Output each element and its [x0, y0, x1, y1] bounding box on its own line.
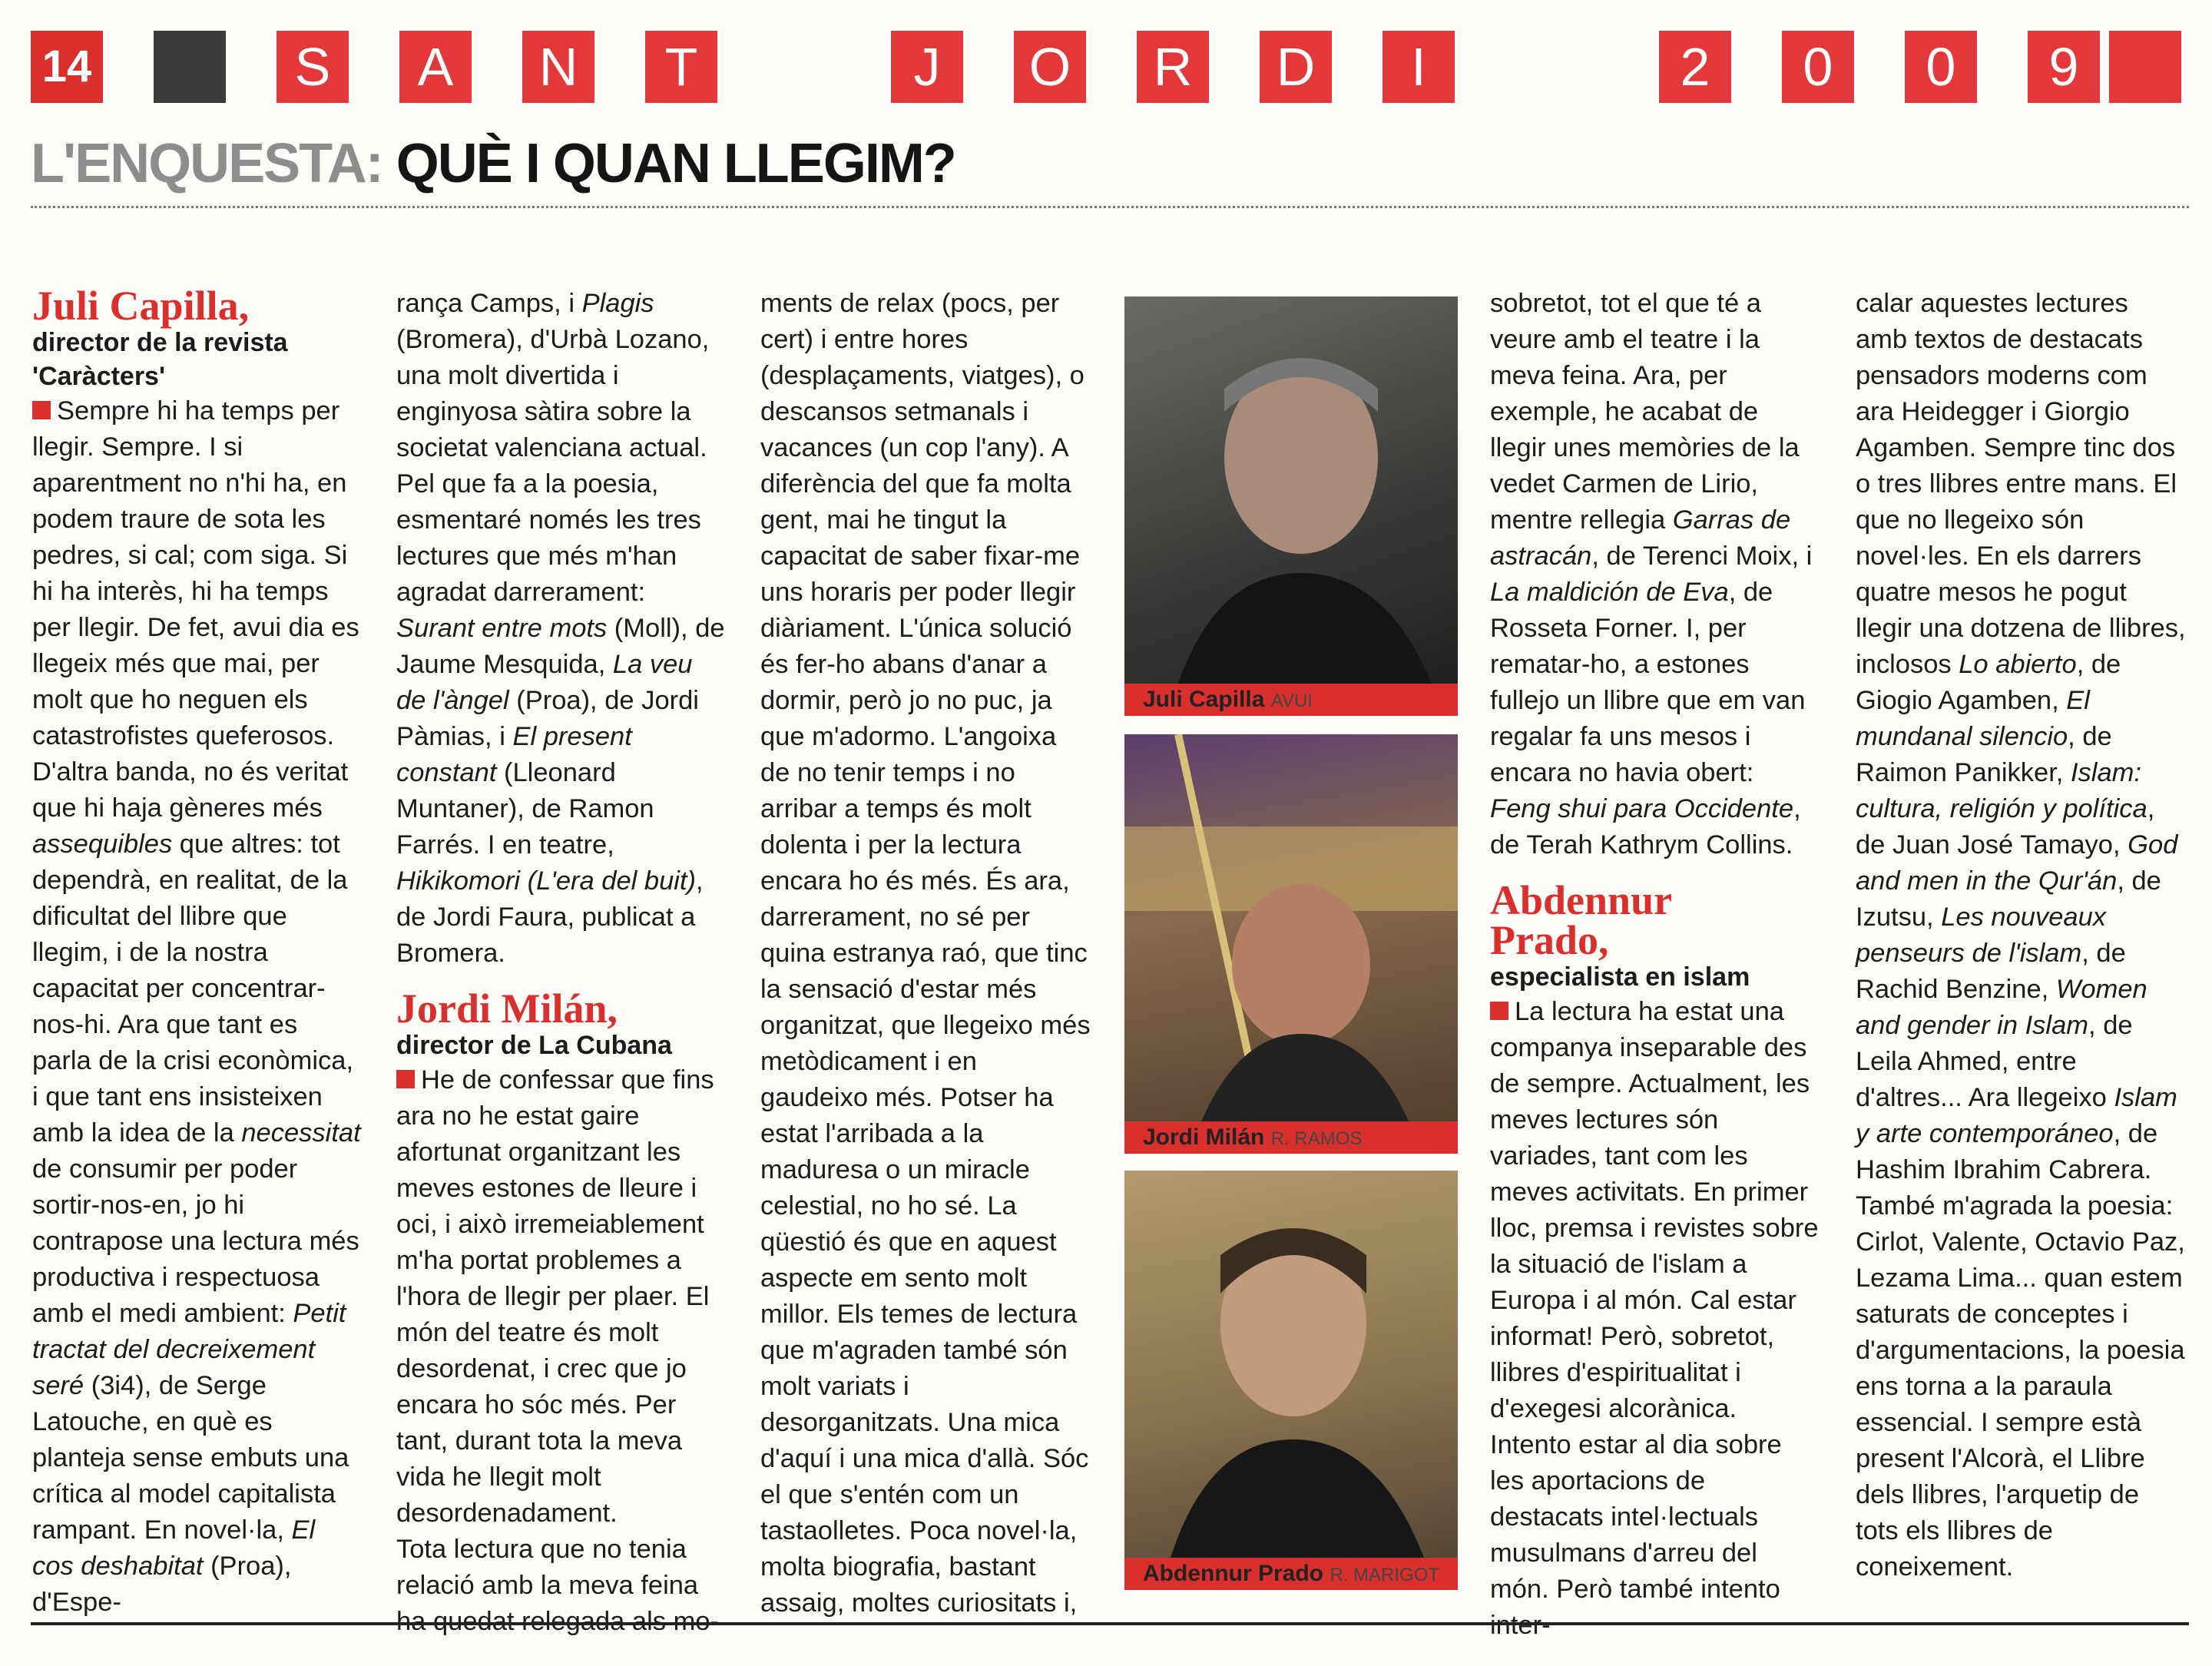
author-role: director de la revista: [32, 328, 288, 357]
page-number: 14: [31, 31, 103, 103]
portrait-illustration: [1124, 1171, 1458, 1558]
column-2: [396, 286, 727, 1640]
dotted-divider: [31, 206, 2189, 208]
header-gap: [768, 31, 840, 103]
portrait-photo-3: [1124, 1171, 1458, 1590]
header-letter: 0: [1782, 31, 1854, 103]
article-text: He de confessar que fins ara no he estat gaire afortunat organitzant les meves estones de lleure i oci, i això irremeiablement m'ha portat problemes a l'hora de llegir per plaer. El món del teatre és molt desordenat, i crec que jo encara ho sóc més. Per tant, durant tota la meva vida he llegit molt desordenadament.: [396, 1065, 714, 1528]
article-text: Tota lectura que no tenia relació amb la meva feina ha quedat relegada als mo-: [396, 1535, 720, 1636]
header-letter: I: [1382, 31, 1455, 103]
article-text: Sempre hi ha temps per llegir. Sempre. I si aparentment no n'hi ha, en podem traure de sota les pedres, si cal; com siga. Si hi ha interès, hi ha temps per llegir. De fet, avui dia es llegeix més que mai, per molt que ho neguen els catastrofistes queferosos. D'altra banda, no és veritat que hi haja gèneres més assequibles que altres: tot dependrà, en realitat, de la dificultat del llibre que llegim, i de la nostra capacitat per concentrar-nos-hi. Ara que tant es parla de la crisi econòmica, i que tant ens insisteixen amb la idea de la necessitat de consumir per poder sortir-nos-en, jo hi contrapose una lectura més productiva i respectuosa amb el medi ambient: Petit tractat del decreixement seré (3i4), de Serge Latouche, en què es planteja sense embuts una crítica al model capitalista rampant. En novel·la, El cos deshabitat (Proa), d'Espe-: [32, 396, 361, 1617]
photo-caption: Abdennur Prado R. MARIGOT: [1124, 1558, 1458, 1590]
author-name: Jordi Milán,: [396, 985, 618, 1032]
page-title: [31, 132, 955, 204]
column-4: [1490, 286, 1820, 1644]
portrait-photo-1: [1124, 296, 1458, 716]
header-letter: A: [399, 31, 472, 103]
header-letter: 0: [1905, 31, 1977, 103]
author-role: especialista en islam: [1490, 962, 1750, 992]
header-letter: R: [1137, 31, 1209, 103]
portrait-illustration: [1124, 296, 1458, 684]
header-letter: T: [645, 31, 717, 103]
header-gap: [1505, 31, 1578, 103]
header-letter: O: [1014, 31, 1086, 103]
column-3: [760, 286, 1091, 1621]
header-letter: J: [891, 31, 963, 103]
bullet-square: [32, 401, 51, 419]
article-text: ments de relax (pocs, per cert) i entre hores (desplaçaments, viatges), o descansos setmanals i vacances (un cop l'any). A diferència del que fa molta gent, mai he tingut la capacitat de saber fixar-me uns horaris per poder llegir diàriament. L'única solució és fer-ho abans d'anar a dormir, però jo no puc, ja que m'adormo. L'angoixa de no tenir temps i no arribar a temps és molt dolenta i per la lectura encara ho és més. És ara, darrerament, no sé per quina estranya raó, que tinc la sensació d'estar més organitzat, que llegeixo més metòdicament i en gaudeixo més. Potser ha estat l'arribada a la maduresa o un miracle celestial, no ho sé. La qüestió és que en aquest aspecte em sento molt millor. Els temes de lectura que m'agraden també són molt variats i desorganitzats. Una mica d'aquí i una mica d'allà. Sóc el que s'entén com un tastaolletes. Poca novel·la, molta biografia, bastant assaig, moltes curiositats i,: [760, 289, 1091, 1618]
article-text: calar aquestes lectures amb textos de destacats pensadors moderns com ara Heidegger i Giorgio Agamben. Sempre tinc dos o tres llibres entre mans. El que no llegeixo són novel·les. En els darrers quatre mesos he pogut llegir una dotzena de llibres, inclosos Lo abierto, de Giogio Agamben, El mundanal silencio, de Raimon Panikker, Islam: cultura, religión y política, de Juan José Tamayo, God and men in the Qur'án, de Izutsu, Les nouveaux penseurs de l'islam, de Rachid Benzine, Women and gender in Islam, de Leila Ahmed, entre d'altres... Ara llegeixo Islam y arte contemporáneo, de Hashim Ibrahim Cabrera. També m'agrada la poesia: Cirlot, Valente, Octavio Paz, Lezama Lima... quan estem saturats de conceptes i d'argumentacions, la poesia ens torna a la paraula essencial. I sempre està present l'Alcorà, el Llibre dels llibres, l'arquetip de tots els llibres de coneixement.: [1856, 289, 2186, 1582]
author-name: Abdennur: [1490, 877, 1673, 923]
bullet-square: [1490, 1002, 1508, 1020]
header-letter: S: [276, 31, 349, 103]
article-text: La lectura ha estat una companya inseparable des de sempre. Actualment, les meves lectures són variades, tant com les meves activitats. En primer lloc, premsa i revistes sobre la situació de l'islam a Europa i al món. Cal estar informat! Però, sobretot, llibres d'espiritualitat i d'exegesi alcorànica. Intento estar al dia sobre les aportacions de destacats intel·lectuals musulmans d'arreu del món. Però també intento inter-: [1490, 997, 1819, 1640]
article-text: sobretot, tot el que té a veure amb el teatre i la meva feina. Ara, per exemple, he acabat de llegir unes memòries de la vedet Carmen de Lirio, mentre rellegia Garras de astracán, de Terenci Moix, i La maldición de Eva, de Rosseta Forner. I, per rematar-ho, a estones fullejo un llibre que em van regalar fa uns mesos i encara no havia obert: Feng shui para Occidente, de Terah Kathrym Collins.: [1490, 289, 1813, 859]
portrait-illustration: [1124, 734, 1458, 1121]
header-dark-block: [154, 31, 226, 103]
article-text: rança Camps, i Plagis (Bromera), d'Urbà Lozano, una molt divertida i enginyosa sàtira sobre la societat valenciana actual. Pel que fa a la poesia, esmentaré només les tres lectures que més m'han agradat darrerament: Surant entre mots (Moll), de Jaume Mesquida, La veu de l'àngel (Proa), de Jordi Pàmias, i El present constant (Lleonard Muntaner), de Ramon Farrés. I en teatre, Hikikomori (L'era del buit), de Jordi Faura, publicat a Bromera.: [396, 289, 725, 968]
photo-caption: Jordi Milán R. RAMOS: [1124, 1121, 1458, 1154]
header-end-block: [2109, 31, 2181, 103]
author-name-2: Prado,: [1490, 917, 1609, 963]
section-header: [31, 31, 2181, 103]
photo-caption: Juli Capilla AVUI: [1124, 684, 1458, 716]
title-kicker: L'ENQUESTA:: [31, 133, 382, 194]
author-name: Juli Capilla,: [32, 283, 250, 329]
header-letter: D: [1260, 31, 1332, 103]
author-role-2: 'Caràcters': [32, 362, 166, 391]
column-5: [1856, 286, 2186, 1585]
portrait-photo-2: [1124, 734, 1458, 1154]
author-role: director de La Cubana: [396, 1031, 672, 1060]
header-letter: N: [522, 31, 594, 103]
bullet-square: [396, 1070, 415, 1088]
header-letter: 2: [1659, 31, 1731, 103]
bottom-rule: [31, 1622, 2189, 1625]
column-1: [32, 283, 363, 1621]
title-main: QUÈ I QUAN LLEGIM?: [396, 133, 955, 194]
header-letter: 9: [2028, 31, 2100, 103]
